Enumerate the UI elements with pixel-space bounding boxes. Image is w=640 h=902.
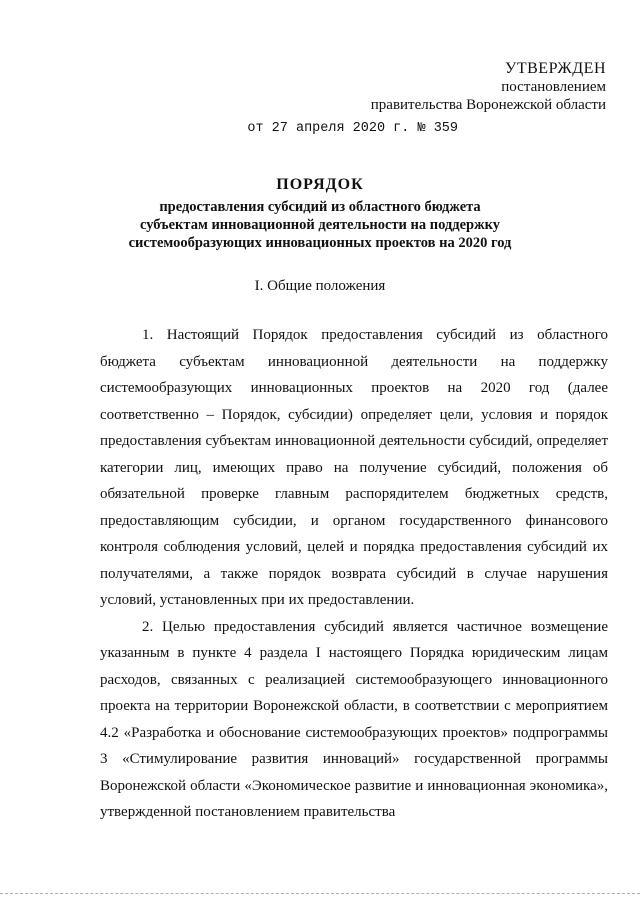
title-main: ПОРЯДОК (276, 176, 364, 193)
paragraph-2: 2. Целью предоставления субсидий является частичное возмещение указанным в пункте 4 раздела I настоящего Порядка юридическим лицам расходов, связанных с реализацией системообразующего инновационного проекта на территории Воронежской области, в соответствии с мероприятием 4.2 «Разработка и обоснование системообразующих проектов» подпрограммы 3 «Стимулирование развития инноваций» государственной программы Воронежской области «Экономическое развитие и инновационная экономика», утвержденной постановлением правительства (100, 618, 608, 820)
scan-bottom-edge (0, 893, 640, 894)
body-text (100, 322, 608, 826)
title-subtitle-line-1: предоставления субсидий из областного бюджета (159, 199, 481, 215)
approval-line-decree: постановлением (501, 79, 606, 95)
approval-word: УТВЕРЖДЕН (505, 60, 606, 77)
document-title (0, 176, 640, 252)
paragraph-1: 1. Настоящий Порядок предоставления субсидий из областного бюджета субъектам инновационной деятельности на поддержку системообразующих инновационных проектов на 2020 год (далее соответственно – Порядок, субсидии) определяет цели, условия и порядок предоставления субъектам инновационной деятельности субсидий, определяет категории лиц, имеющих право на получение субсидий, положения об обязательной проверке главным распорядителем бюджетных средств, предоставляющим субсидии, и органом государственного финансового контроля соблюдения условий, целей и порядка предоставления субсидий их получателями, а также порядок возврата субсидий в случае нарушения условий, установленных при их предоставлении. (100, 327, 608, 608)
title-subtitle-line-3: системообразующих инновационных проектов на 2020 год (128, 235, 512, 251)
section-heading: I. Общие положения (254, 278, 386, 294)
approval-line-authority: правительства Воронежской области (370, 97, 606, 113)
approval-stamp (247, 60, 606, 138)
approval-date: от 27 апреля 2020 г. № 359 (247, 121, 458, 136)
title-subtitle-line-2: субъектам инновационной деятельности на поддержку (139, 217, 501, 233)
